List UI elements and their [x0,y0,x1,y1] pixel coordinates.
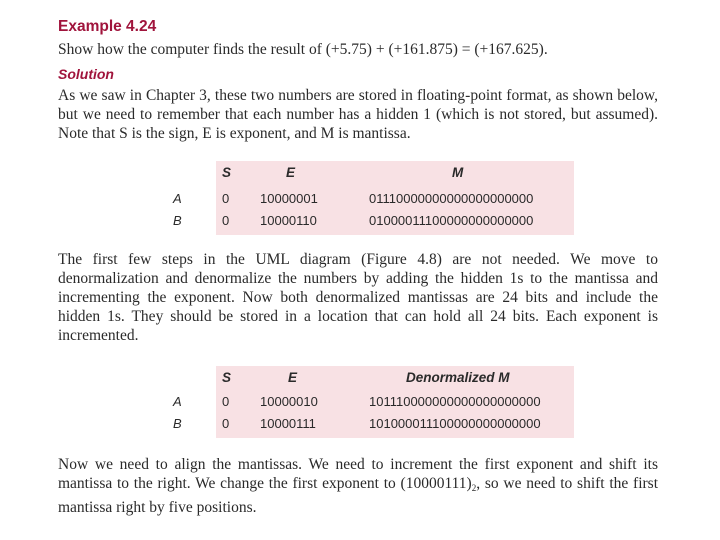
sign-value: 0 [222,191,230,206]
exponent-value: 10000010 [260,394,318,409]
paragraph-text: , so we need to shift the first mantissa right by five positions. [58,475,658,516]
table-row [160,416,576,436]
example-title: Example 4.24 [58,18,157,35]
solution-label: Solution [58,66,114,82]
exponent-value: 10000110 [260,213,317,228]
header-exponent: E [286,165,296,180]
sign-value: 0 [222,394,230,409]
row-label: B [173,416,182,431]
solution-paragraph-3 [58,455,658,517]
sign-value: 0 [222,213,230,228]
table-row [160,394,576,414]
mantissa-value: 101110000000000000000000 [369,394,541,409]
header-mantissa: M [452,165,464,180]
table-header-row [160,165,576,185]
subscript-base: 2 [471,483,477,493]
row-label: A [173,394,182,409]
table-row [160,213,576,233]
mantissa-value: 01110000000000000000000 [369,191,534,206]
solution-paragraph-1: As we saw in Chapter 3, these two numbers are stored in floating-point format, as shown below, but we need to remember that each number has a hidden 1 (which is not stored, but assumed). Note that S is the sign, E is exponent, and M is mantissa. [58,87,658,142]
mantissa-value: 01000011100000000000000 [369,213,534,228]
row-label: A [173,191,182,206]
solution-paragraph-2: The first few steps in the UML diagram (Figure 4.8) are not needed. We move to denormalization and denormalize the numbers by adding the hidden 1s to the mantissa and incrementing the exponent. Now both denormalized mantissas are 24 bits and include the hidden 1s. They should be stored in a location that can hold all 24 bits. Each exponent is incremented. [58,251,658,344]
table-row [160,191,576,211]
header-exponent: E [288,370,298,385]
row-label: B [173,213,182,228]
header-sign: S [222,165,232,180]
mantissa-value: 101000011100000000000000 [369,416,541,431]
table-header-row [160,370,576,390]
exponent-value: 10000001 [260,191,318,206]
header-denormalized-mantissa: Denormalized M [406,370,510,385]
paragraph-text: Now we need to align the mantissas. We need to increment the first exponent and shift its mantissa to the right. We change the first exponent to (10000111) [58,456,658,492]
header-sign: S [222,370,232,385]
problem-statement: Show how the computer finds the result of (+5.75) + (+161.875) = (+167.625). [58,41,548,58]
exponent-value: 10000111 [260,416,316,431]
sign-value: 0 [222,416,230,431]
